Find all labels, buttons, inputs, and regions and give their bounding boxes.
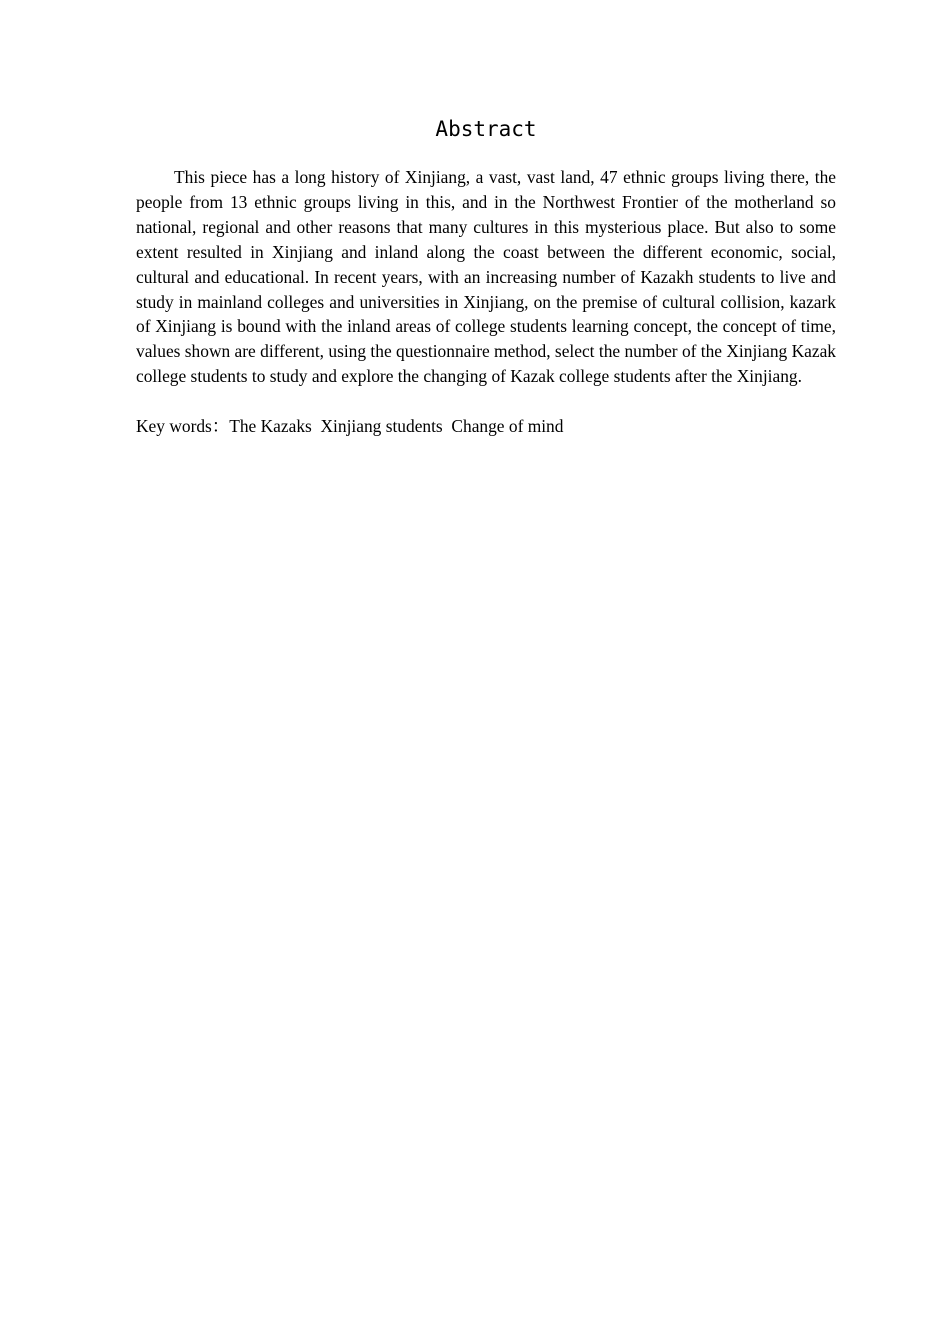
keywords-label: Key words： <box>136 416 230 437</box>
keywords-line <box>136 414 836 439</box>
abstract-body: This piece has a long history of Xinjiang, a vast, vast land, 47 ethnic groups living there, the people from 13 ethnic groups living in this, and in the Northwest Frontier of the motherland so national, regional and other reasons that many cultures in this mysterious place. But also to some extent resulted in Xinjiang and inland along the coast between the different economic, social, cultural and educational. In recent years, with an increasing number of Kazakh students to live and study in mainland colleges and universities in Xinjiang, on the premise of cultural collision, kazark of Xinjiang is bound with the inland areas of college students learning concept, the concept of time, values shown are different, using the questionnaire method, select the number of the Xinjiang Kazak college students to study and explore the changing of Kazak college students after the Xinjiang. <box>136 167 836 387</box>
keywords-list: The Kazaks Xinjiang students Change of mind <box>229 416 564 437</box>
abstract-section <box>136 113 836 439</box>
abstract-title: Abstract <box>435 117 537 141</box>
